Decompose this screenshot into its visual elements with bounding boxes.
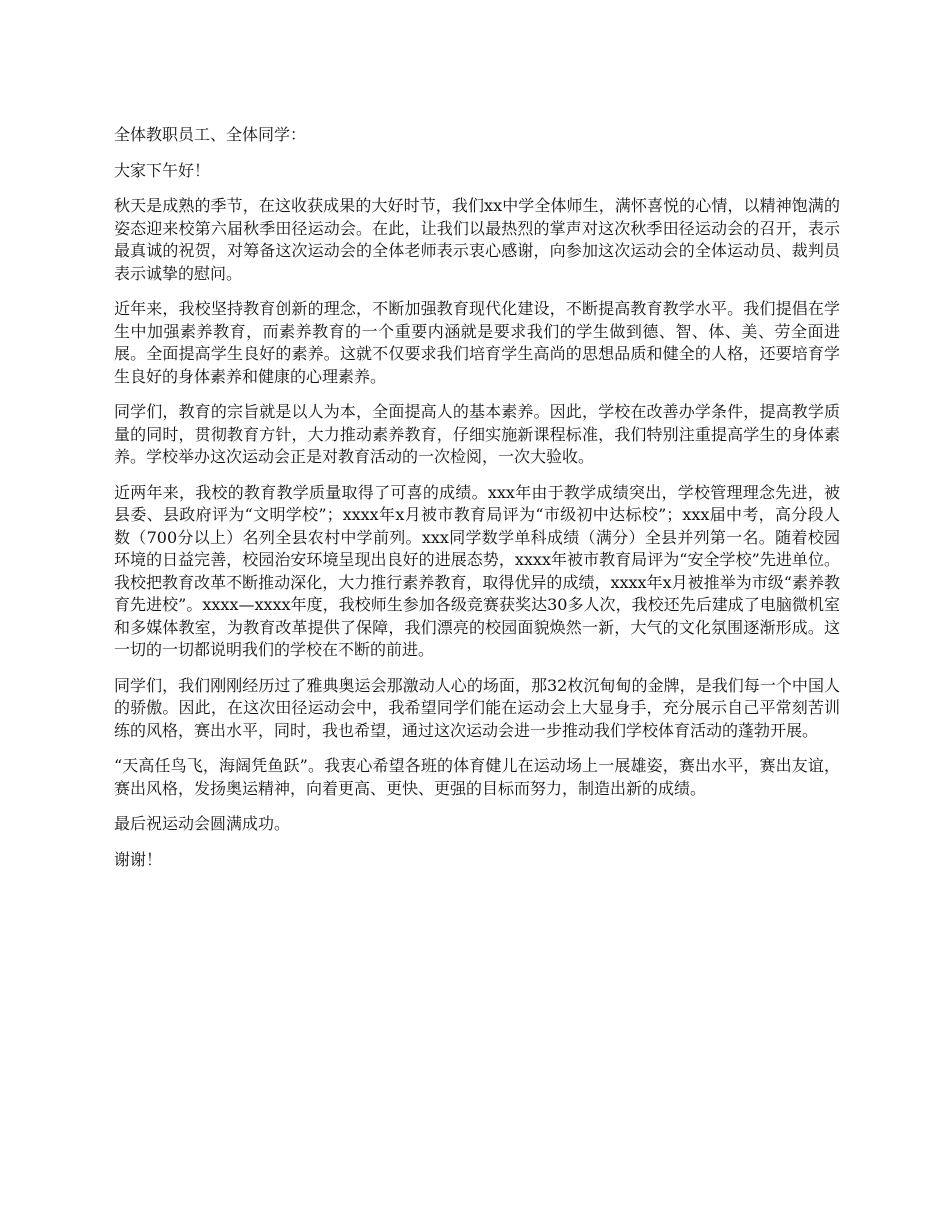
- document-page: [114, 124, 840, 884]
- paragraph-school-achievements: 近两年来，我校的教育教学质量取得了可喜的成绩。xxx年由于教学成绩突出，学校管理理念先进，被县委、县政府评为“文明学校”；xxxx年x月被市教育局评为“市级初中达标校”；xxx届中考，高分段人数（700分以上）名列全县农村中学前列。xxx同学数学单科成绩（满分）全县并列第一名。随着校园环境的日益完善，校园治安环境呈现出良好的进展态势，xxxx年被市教育局评为“安全学校”先进单位。我校把教育改革不断推动深化，大力推行素养教育，取得优异的成绩，xxxx年x月被推举为市级“素养教育先进校”。xxxx—xxxx年度，我校师生参加各级竞赛获奖达30多人次，我校还先后建成了电脑微机室和多媒体教室，为教育改革提供了保障，我们漂亮的校园面貌焕然一新，大气的文化氛围逐渐形成。这一切的一切都说明我们的学校在不断的前进。: [114, 482, 840, 659]
- paragraph-olympics: 同学们，我们刚刚经历过了雅典奥运会那激动人心的场面，那32枚沉甸甸的金牌，是我们每一个中国人的骄傲。因此，在这次田径运动会中，我希望同学们能在运动会上大显身手，充分展示自己平常刻苦训练的风格，赛出水平，同时，我也希望，通过这次运动会进一步推动我们学校体育活动的蓬勃开展。: [114, 675, 840, 740]
- paragraph-wishes: “天高任鸟飞，海阔凭鱼跃”。我衷心希望各班的体育健儿在运动场上一展雄姿，赛出水平，赛出友谊，赛出风格，发扬奥运精神，向着更高、更快、更强的目标而努力，制造出新的成绩。: [114, 756, 840, 798]
- thanks-line: 谢谢！: [114, 849, 163, 869]
- closing-line: 最后祝运动会圆满成功。: [114, 814, 291, 833]
- greeting: 大家下午好！: [114, 160, 211, 180]
- paragraph-education-purpose: 同学们，教育的宗旨就是以人为本，全面提高人的基本素养。因此，学校在改善办学条件，提高教学质量的同时，贯彻教育方针，大力推动素养教育，仔细实施新课程标准，我们特别注重提高学生的身体素养。学校举办这次运动会正是对教育活动的一次检阅，一次大验收。: [114, 402, 840, 466]
- salutation: 全体教职员工、全体同学：: [114, 125, 307, 144]
- paragraph-autumn-sports-meet: 秋天是成熟的季节，在这收获成果的大好时节，我们xx中学全体师生，满怀喜悦的心情，以精神饱满的姿态迎来校第六届秋季田径运动会。在此，让我们以最热烈的掌声对这次秋季田径运动会的召开，表示最真诚的祝贺，对筹备这次运动会的全体老师表示衷心感谢，向参加这次运动会的全体运动员、裁判员表示诚挚的慰问。: [114, 196, 840, 283]
- paragraph-education-innovation: 近年来，我校坚持教育创新的理念，不断加强教育现代化建设，不断提高教育教学水平。我们提倡在学生中加强素养教育，而素养教育的一个重要内涵就是要求我们的学生做到德、智、体、美、劳全面进展。全面提高学生良好的素养。这就不仅要求我们培育学生高尚的思想品质和健全的人格，还要培育学生良好的身体素养和健康的心理素养。: [114, 299, 840, 386]
